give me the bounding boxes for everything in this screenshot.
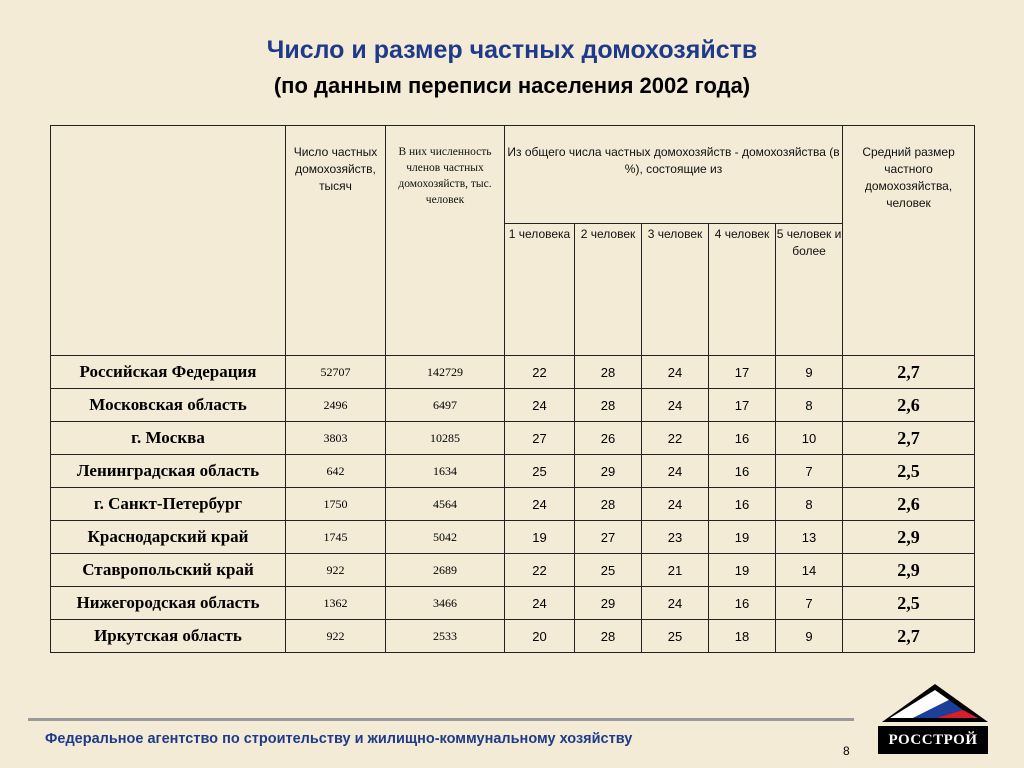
- avg-cell: 2,6: [843, 389, 975, 422]
- avg-cell: 2,7: [843, 620, 975, 653]
- share-1-cell: 24: [505, 488, 575, 521]
- share-1-cell: 20: [505, 620, 575, 653]
- table-body: [51, 356, 975, 653]
- share-3-cell: 24: [642, 488, 709, 521]
- share-3-cell: 24: [642, 455, 709, 488]
- members-cell: 4564: [386, 488, 505, 521]
- share-3-cell: 24: [642, 389, 709, 422]
- share-4-cell: 16: [709, 587, 776, 620]
- header-members: В них численность членов частных домохозяйств, тыс. человек: [386, 126, 505, 356]
- members-cell: 5042: [386, 521, 505, 554]
- header-size-1: 1 человека: [505, 224, 575, 356]
- share-5-cell: 8: [776, 488, 843, 521]
- region-cell: г. Москва: [51, 422, 286, 455]
- share-2-cell: 29: [575, 587, 642, 620]
- header-size-4: 4 человек: [709, 224, 776, 356]
- share-5-cell: 10: [776, 422, 843, 455]
- share-4-cell: 16: [709, 422, 776, 455]
- avg-cell: 2,7: [843, 422, 975, 455]
- share-3-cell: 21: [642, 554, 709, 587]
- region-cell: г. Санкт-Петербург: [51, 488, 286, 521]
- slide-title: Число и размер частных домохозяйств: [266, 36, 758, 64]
- share-1-cell: 25: [505, 455, 575, 488]
- share-5-cell: 7: [776, 587, 843, 620]
- footer-agency: Федеральное агентство по строительству и жилищно-коммунальному хозяйству: [45, 731, 633, 747]
- footer-divider: [28, 718, 854, 721]
- share-2-cell: 28: [575, 488, 642, 521]
- region-cell: Ставропольский край: [51, 554, 286, 587]
- share-3-cell: 23: [642, 521, 709, 554]
- share-2-cell: 29: [575, 455, 642, 488]
- page-number: 8: [843, 744, 850, 758]
- header-avg: Средний размер частного домохозяйства, человек: [843, 126, 975, 356]
- avg-cell: 2,9: [843, 554, 975, 587]
- share-1-cell: 27: [505, 422, 575, 455]
- share-4-cell: 16: [709, 488, 776, 521]
- count-cell: 922: [286, 620, 386, 653]
- share-1-cell: 22: [505, 554, 575, 587]
- table-row: [51, 389, 975, 422]
- share-1-cell: 22: [505, 356, 575, 389]
- share-5-cell: 8: [776, 389, 843, 422]
- share-5-cell: 13: [776, 521, 843, 554]
- share-2-cell: 28: [575, 620, 642, 653]
- table-row: [51, 356, 975, 389]
- rosstroy-logo: [876, 680, 994, 762]
- table-row: [51, 554, 975, 587]
- region-cell: Нижегородская область: [51, 587, 286, 620]
- share-2-cell: 28: [575, 389, 642, 422]
- table-row: [51, 620, 975, 653]
- share-5-cell: 9: [776, 356, 843, 389]
- share-4-cell: 16: [709, 455, 776, 488]
- share-4-cell: 19: [709, 554, 776, 587]
- share-1-cell: 24: [505, 587, 575, 620]
- share-4-cell: 18: [709, 620, 776, 653]
- table-row: [51, 587, 975, 620]
- region-cell: Иркутская область: [51, 620, 286, 653]
- share-5-cell: 9: [776, 620, 843, 653]
- count-cell: 1750: [286, 488, 386, 521]
- avg-cell: 2,6: [843, 488, 975, 521]
- members-cell: 1634: [386, 455, 505, 488]
- region-cell: Ленинградская область: [51, 455, 286, 488]
- count-cell: 3803: [286, 422, 386, 455]
- header-size-5: 5 человек и более: [776, 224, 843, 356]
- slide-subtitle: (по данным переписи населения 2002 года): [273, 73, 751, 98]
- count-cell: 1362: [286, 587, 386, 620]
- share-4-cell: 17: [709, 389, 776, 422]
- members-cell: 2689: [386, 554, 505, 587]
- households-table: [50, 125, 975, 653]
- count-cell: 922: [286, 554, 386, 587]
- share-5-cell: 7: [776, 455, 843, 488]
- share-2-cell: 26: [575, 422, 642, 455]
- share-4-cell: 19: [709, 521, 776, 554]
- header-size-3: 3 человек: [642, 224, 709, 356]
- share-3-cell: 22: [642, 422, 709, 455]
- share-5-cell: 14: [776, 554, 843, 587]
- table-row: [51, 422, 975, 455]
- avg-cell: 2,5: [843, 587, 975, 620]
- table-row: [51, 455, 975, 488]
- header-share-group: Из общего числа частных домохозяйств - домохозяйства (в %), состоящие из: [505, 126, 843, 224]
- share-3-cell: 24: [642, 356, 709, 389]
- count-cell: 642: [286, 455, 386, 488]
- share-4-cell: 17: [709, 356, 776, 389]
- share-3-cell: 25: [642, 620, 709, 653]
- region-cell: Московская область: [51, 389, 286, 422]
- share-1-cell: 19: [505, 521, 575, 554]
- count-cell: 52707: [286, 356, 386, 389]
- count-cell: 2496: [286, 389, 386, 422]
- avg-cell: 2,5: [843, 455, 975, 488]
- share-2-cell: 27: [575, 521, 642, 554]
- flag-roof-icon: [876, 680, 994, 726]
- table-row: [51, 488, 975, 521]
- table-row: [51, 521, 975, 554]
- members-cell: 10285: [386, 422, 505, 455]
- share-1-cell: 24: [505, 389, 575, 422]
- avg-cell: 2,9: [843, 521, 975, 554]
- share-3-cell: 24: [642, 587, 709, 620]
- share-2-cell: 28: [575, 356, 642, 389]
- share-2-cell: 25: [575, 554, 642, 587]
- logo-text: РОССТРОЙ: [878, 726, 988, 754]
- members-cell: 6497: [386, 389, 505, 422]
- header-region: [51, 126, 286, 356]
- members-cell: 3466: [386, 587, 505, 620]
- count-cell: 1745: [286, 521, 386, 554]
- region-cell: Российская Федерация: [51, 356, 286, 389]
- members-cell: 2533: [386, 620, 505, 653]
- avg-cell: 2,7: [843, 356, 975, 389]
- header-size-2: 2 человек: [575, 224, 642, 356]
- region-cell: Краснодарский край: [51, 521, 286, 554]
- members-cell: 142729: [386, 356, 505, 389]
- header-count: Число частных домохозяйств, тысяч: [286, 126, 386, 356]
